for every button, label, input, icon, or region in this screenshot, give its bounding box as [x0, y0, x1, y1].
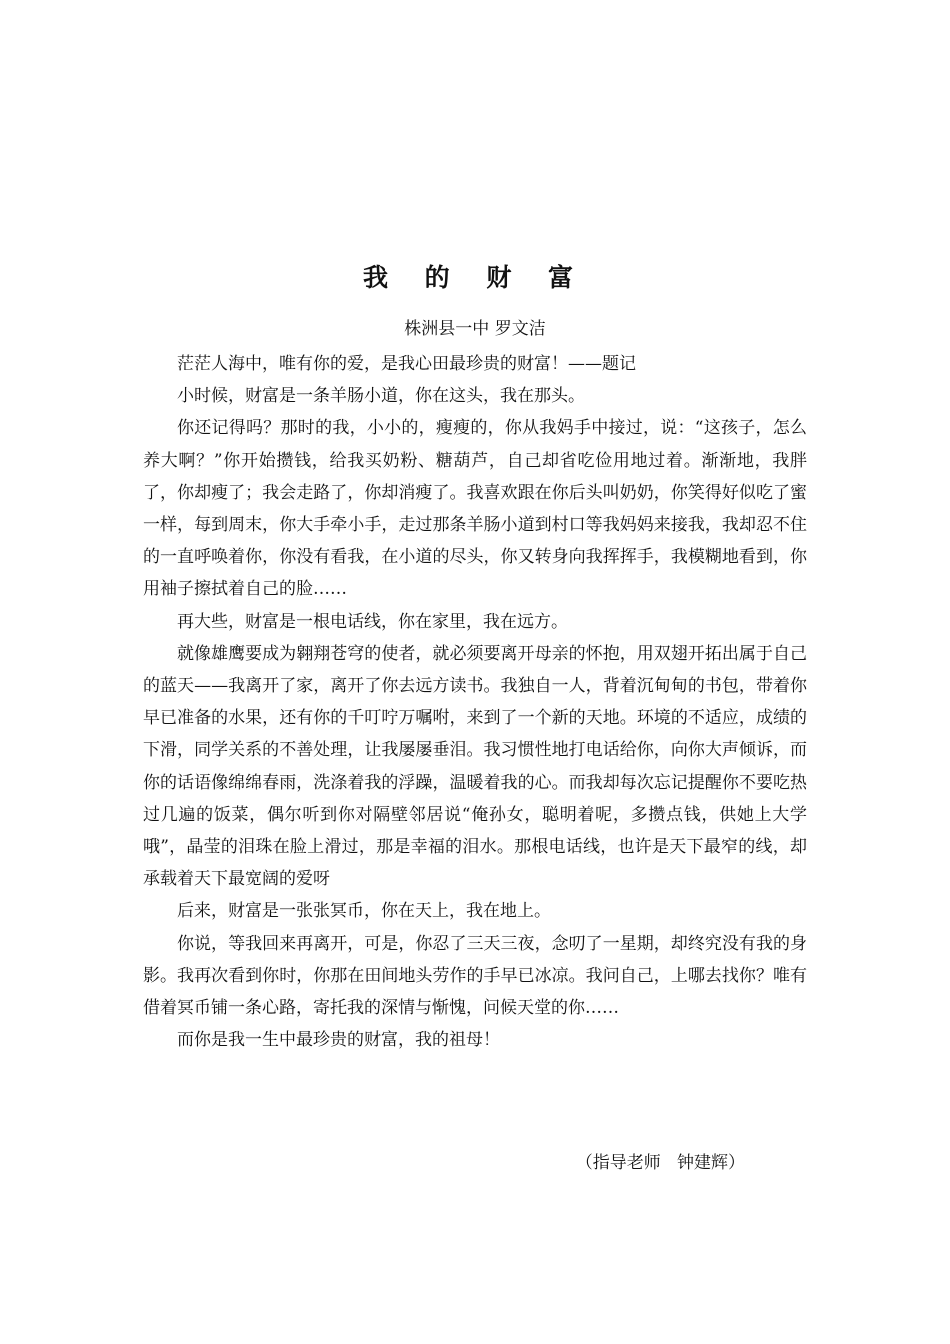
author-byline: 株洲县一中 罗文洁 [404, 319, 546, 339]
essay-title: 我 的 财 富 [362, 263, 588, 292]
body-paragraph: 后来，财富是一张张冥币，你在天上，我在地上。 [177, 901, 551, 922]
essay-body [143, 348, 807, 1056]
body-paragraph: 你还记得吗？那时的我，小小的，瘦瘦的，你从我妈手中接过，说：“这孩子，怎么养大啊？”你开始攒钱，给我买奶粉、糖葫芦，自己却省吃俭用地过着。渐渐地，我胖了，你却瘦了；我会走路了，你却消瘦了。我喜欢跟在你后头叫奶奶，你笑得好似吃了蜜一样，每到周末，你大手牵小手，走过那条羊肠小道到村口等我妈妈来接我，我却忍不住的一直呼唤着你，你没有看我，在小道的尽头，你又转身向我挥挥手，我模糊地看到，你用袖子擦拭着自己的脸…… [143, 418, 807, 600]
body-paragraph: 就像雄鹰要成为翱翔苍穹的使者，就必须要离开母亲的怀抱，用双翅开拓出属于自己的蓝天——我离开了家，离开了你去远方读书。我独自一人，背着沉甸甸的书包，带着你早已准备的水果，还有你的千叮咛万嘱咐，来到了一个新的天地。环境的不适应，成绩的下滑，同学关系的不善处理，让我屡屡垂泪。我习惯性地打电话给你，向你大声倾诉，而你的话语像绵绵春雨，洗涤着我的浮躁，温暖着我的心。而我却每次忘记提醒你不要吃热过几遍的饭菜，偶尔听到你对隔壁邻居说“俺孙女，聪明着呢，多攒点钱，供她上大学哦”，晶莹的泪珠在脸上滑过，那是幸福的泪水。那根电话线，也许是天下最窄的线，却承载着天下最宽阔的爱呀 [143, 643, 807, 890]
body-paragraph: 再大些，财富是一根电话线，你在家里，我在远方。 [177, 611, 568, 632]
body-paragraph: 小时候，财富是一条羊肠小道，你在这头，我在那头。 [177, 386, 585, 407]
teacher-signature: （指导老师 钟建辉） [575, 1153, 745, 1173]
closing-paragraph: 而你是我一生中最珍贵的财富，我的祖母！ [177, 1030, 500, 1051]
body-paragraph: 你说，等我回来再离开，可是，你忍了三天三夜，念叨了一星期，却终究没有我的身影。我再次看到你时，你那在田间地头劳作的手早已冰凉。我问自己，上哪去找你？唯有借着冥币铺一条心路，寄托我的深情与惭愧，问候天堂的你…… [143, 933, 807, 1019]
epigraph-paragraph: 茫茫人海中，唯有你的爱，是我心田最珍贵的财富！——题记 [177, 354, 636, 374]
